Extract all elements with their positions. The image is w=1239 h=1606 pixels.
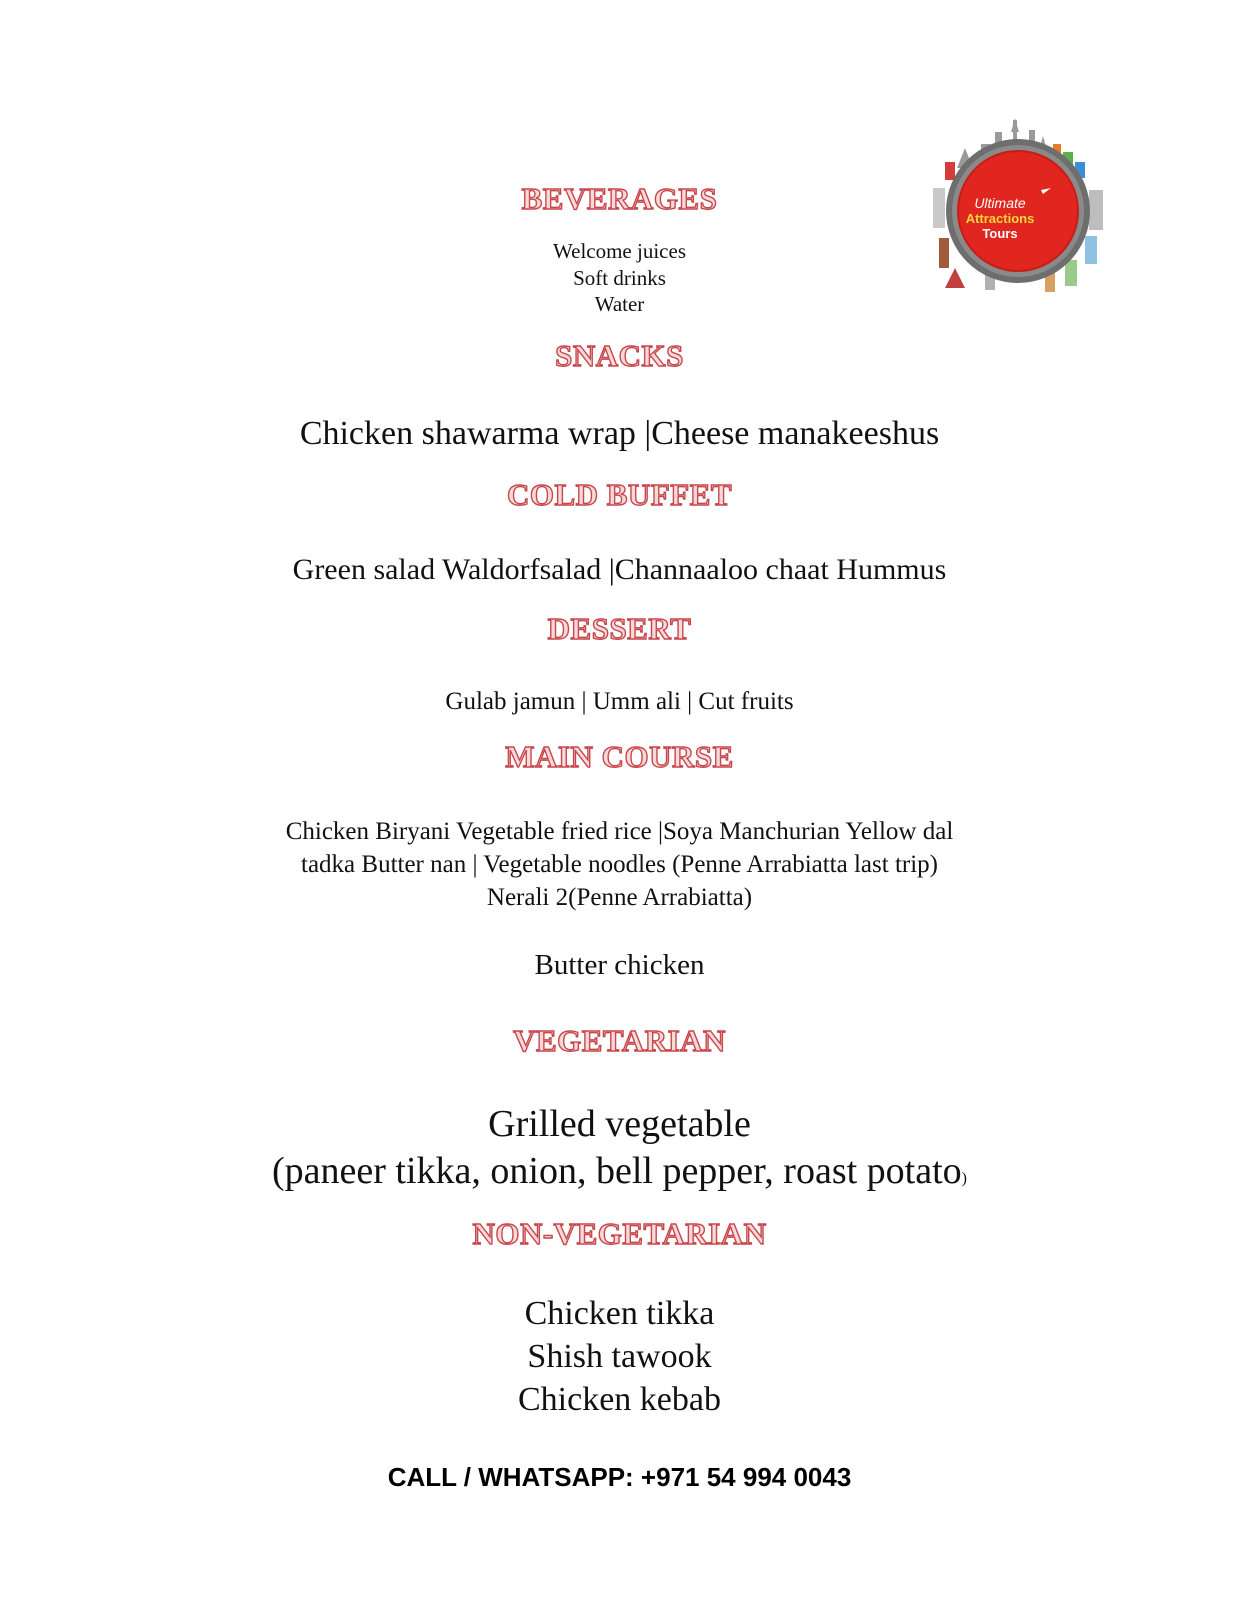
dessert-list xyxy=(0,687,1239,717)
list-item: Soft drinks xyxy=(573,265,666,290)
snacks-list xyxy=(0,414,1239,454)
section-heading-cold-buffet: COLD BUFFET xyxy=(506,477,733,512)
beverages-list xyxy=(0,238,1239,318)
list-item: Welcome juices xyxy=(552,239,686,263)
section-heading-beverages: BEVERAGES xyxy=(521,181,718,216)
list-item: Chicken shawarma wrap |Cheese manakeeshus xyxy=(299,415,940,452)
vegetarian-list xyxy=(0,1101,1239,1202)
logo-line-1: Ultimate xyxy=(974,195,1026,211)
main-course-extra: Butter chicken xyxy=(534,949,705,981)
list-item: Nerali 2(Penne Arrabiatta) xyxy=(486,884,753,911)
list-item-text: (paneer tikka, onion, bell pepper, roast potato xyxy=(272,1150,962,1192)
non-vegetarian-list xyxy=(0,1292,1239,1421)
section-heading-snacks: SNACKS xyxy=(555,338,684,373)
cold-buffet-list xyxy=(0,552,1239,588)
section-heading-dessert: DESSERT xyxy=(547,611,692,646)
list-item: Water xyxy=(594,292,645,316)
list-item: Gulab jamun | Umm ali | Cut fruits xyxy=(445,688,794,715)
list-item xyxy=(0,1148,1239,1202)
section-heading-vegetarian: VEGETARIAN xyxy=(513,1023,726,1058)
list-item: Green salad Waldorfsalad |Channaaloo chaat Hummus xyxy=(292,553,947,586)
list-item: Chicken tikka xyxy=(524,1295,715,1332)
list-item: Grilled vegetable xyxy=(488,1103,751,1145)
logo-line-2: Attractions xyxy=(965,211,1035,226)
list-item: Shish tawook xyxy=(527,1338,712,1375)
main-course-list xyxy=(0,815,1239,914)
section-heading-main-course: MAIN COURSE xyxy=(505,739,734,774)
list-item-close-paren: ) xyxy=(961,1170,967,1187)
list-item: Chicken kebab xyxy=(518,1381,721,1418)
contact-line: CALL / WHATSAPP: +971 54 994 0043 xyxy=(387,1462,852,1492)
list-item: Chicken Biryani Vegetable fried rice |Soya Manchurian Yellow dal xyxy=(285,818,954,845)
logo-line-3: Tours xyxy=(982,226,1018,241)
section-heading-non-vegetarian: NON-VEGETARIAN xyxy=(472,1216,767,1251)
list-item: tadka Butter nan | Vegetable noodles (Penne Arrabiatta last trip) xyxy=(301,851,938,878)
